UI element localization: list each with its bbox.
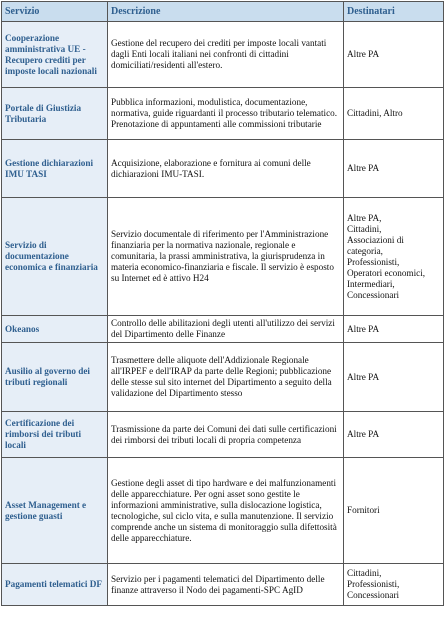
recipient: Operatori economici, <box>347 267 426 278</box>
service-recipients <box>344 140 444 198</box>
service-name: Okeanos <box>2 316 108 343</box>
service-recipients <box>344 564 444 606</box>
table-row <box>2 140 444 198</box>
service-name: Portale di Giustizia Tributaria <box>2 88 108 140</box>
table-row <box>2 564 444 606</box>
recipient: Altre PA <box>347 49 380 59</box>
header-row <box>2 2 444 22</box>
service-name: Cooperazione amministrativa UE - Recupero crediti per imposte locali nazionali <box>2 22 108 88</box>
service-description: Trasmettere delle aliquote dell'Addizionale Regionale all'IRPEF e dell'IRAP da parte delle Regioni; pubblicazione delle stesse sul sito internet del Dipartimento a seguito della validazione del Dipartimento stesso <box>108 343 344 412</box>
service-description: Acquisizione, elaborazione e fornitura ai comuni delle dichiarazioni IMU-TASI. <box>108 140 344 198</box>
recipient: Professionisti, <box>347 256 400 267</box>
recipient: Altre PA, <box>347 212 382 223</box>
recipient: Intermediari, <box>347 278 395 289</box>
table-row <box>2 343 444 412</box>
service-recipients <box>344 88 444 140</box>
recipient: Altre PA <box>347 371 380 382</box>
table-row <box>2 412 444 458</box>
service-description: Gestione degli asset di tipo hardware e dei malfunzionamenti delle apparecchiature. Per ogni asset sono gestite le informazioni amministrative, sulla dislocazione logistica, tecnologiche, sul ciclo vita, e sulla manutenzione. Il servizio comprende anche un sistema di monitoraggio sulla difettosità delle apparecchiature. <box>108 458 344 564</box>
recipient: Associazioni di categoria, <box>347 234 404 256</box>
recipient: Altre PA <box>347 163 380 173</box>
service-recipients <box>344 316 444 343</box>
header-description: Descrizione <box>108 2 344 22</box>
header-recipients: Destinatari <box>344 2 444 22</box>
service-name: Asset Management e gestione guasti <box>2 458 108 564</box>
table-row <box>2 458 444 564</box>
service-name: Servizio di documentazione economica e finanziaria <box>2 198 108 316</box>
services-table <box>1 1 444 606</box>
service-recipients <box>344 412 444 458</box>
table-row <box>2 316 444 343</box>
service-description: Controllo delle abilitazioni degli utenti all'utilizzo dei servizi del Dipartimento delle Finanze <box>108 316 344 343</box>
recipient: Professionisti, <box>347 579 400 589</box>
recipient: Cittadini, <box>347 568 382 578</box>
recipient: Concessionari <box>347 289 400 300</box>
recipient: Concessionari <box>347 590 400 600</box>
table-row <box>2 198 444 316</box>
service-recipients <box>344 22 444 88</box>
service-recipients <box>344 343 444 412</box>
recipient: Cittadini, <box>347 223 382 234</box>
recipient: Cittadini, Altro <box>347 108 403 118</box>
service-recipients <box>344 458 444 564</box>
service-description: Pubblica informazioni, modulistica, documentazione, normativa, guide riguardanti il processo tributario telematico. Prenotazione di appuntamenti alle commissioni tributarie <box>108 88 344 140</box>
recipient: Fornitori <box>347 505 380 515</box>
recipient: Altre PA <box>347 429 380 439</box>
service-name: Certificazione dei rimborsi dei tributi locali <box>2 412 108 458</box>
header-service: Servizio <box>2 2 108 22</box>
table-row <box>2 22 444 88</box>
service-name: Pagamenti telematici DF <box>2 564 108 606</box>
recipient: Altre PA <box>347 323 380 334</box>
table-row <box>2 88 444 140</box>
service-name: Gestione dichiarazioni IMU TASI <box>2 140 108 198</box>
service-description: Trasmissione da parte dei Comuni dei dati sulle certificazioni dei rimborsi dei tributi locali di propria competenza <box>108 412 344 458</box>
service-recipients <box>344 198 444 316</box>
service-description: Servizio documentale di riferimento per l'Amministrazione finanziaria per la normativa nazionale, regionale e comunitaria, la prassi amministrativa, la giurisprudenza in materia economico-finanziaria e fiscale. Il servizio è esposto su Internet ed è attivo H24 <box>108 198 344 316</box>
service-description: Servizio per i pagamenti telematici del Dipartimento delle finanze attraverso il Nodo dei pagamenti-SPC AgID <box>108 564 344 606</box>
service-name: Ausilio al governo dei tributi regionali <box>2 343 108 412</box>
service-description: Gestione del recupero dei crediti per imposte locali vantati dagli Enti locali italiani nei confronti di cittadini domiciliati/residenti all'estero. <box>108 22 344 88</box>
